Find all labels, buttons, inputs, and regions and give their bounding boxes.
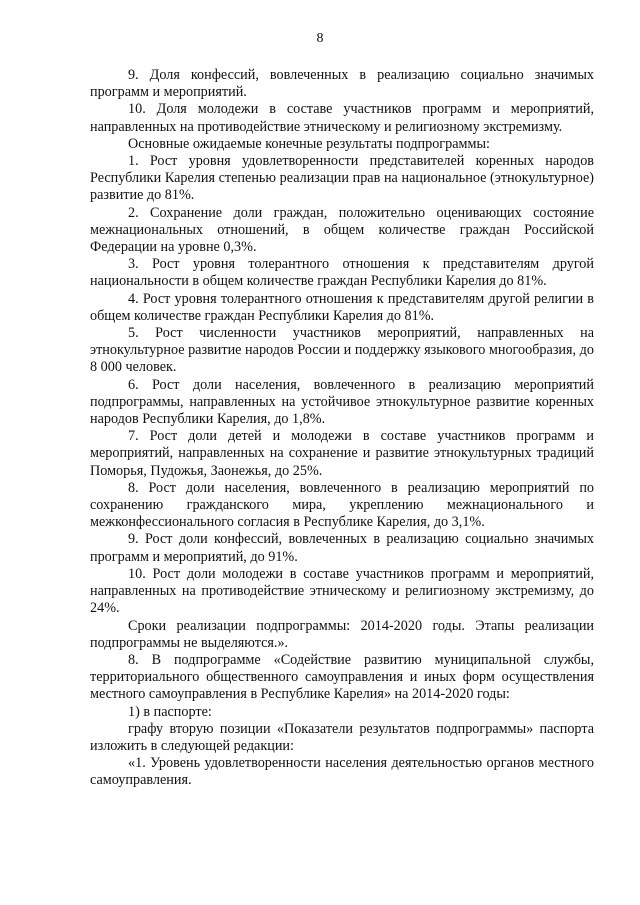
- document-body: [90, 67, 594, 790]
- page-number: 8: [316, 31, 324, 46]
- paragraph: 4. Рост уровня толерантного отношения к представителям другой религии в общем количестве граждан Республики Карелия до 81%.: [90, 290, 594, 324]
- paragraph: 8. Рост доли населения, вовлеченного в реализацию мероприятий по сохранению гражданского мира, укреплению межнационального и межконфессионального согласия в Республике Карелия, до 3,1%.: [90, 479, 594, 531]
- paragraph: 7. Рост доли детей и молодежи в составе участников программ и мероприятий, направленных на сохранение и развитие этнокультурных традиций Поморья, Пудожья, Заонежья, до 25%.: [90, 428, 594, 479]
- paragraph: 1. Рост уровня удовлетворенности представителей коренных народов Республики Карелия степенью реализации прав на национальное (этнокультурное) развитие до 81%.: [90, 153, 594, 204]
- paragraph: 2. Сохранение доли граждан, положительно оценивающих состояние межнациональных отношений, в общем количестве граждан Российской Федерации на уровне 0,3%.: [90, 204, 594, 256]
- paragraph: 1) в паспорте:: [128, 703, 212, 720]
- paragraph: «1. Уровень удовлетворенности населения деятельностью органов местного самоуправления.: [90, 755, 594, 789]
- paragraph: 5. Рост численности участников мероприятий, направленных на этнокультурное развитие народов России и поддержку языкового многообразия, до 8 000 человек.: [90, 325, 594, 376]
- paragraph: Основные ожидаемые конечные результаты подпрограммы:: [128, 135, 490, 152]
- paragraph: 9. Рост доли конфессий, вовлеченных в реализацию социально значимых программ и мероприятий, до 91%.: [90, 531, 594, 565]
- paragraph: 3. Рост уровня толерантного отношения к представителям другой национальности в общем количестве граждан Республики Карелия до 81%.: [90, 256, 594, 290]
- paragraph: 8. В подпрограмме «Содействие развитию муниципальной службы, территориального общественного самоуправления и иных форм осуществления местного самоуправления в Республике Карелия» на 2014-2020 годы:: [90, 651, 594, 703]
- paragraph: Сроки реализации подпрограммы: 2014-2020 годы. Этапы реализации подпрограммы не выделяются.».: [90, 617, 594, 651]
- paragraph: 9. Доля конфессий, вовлеченных в реализацию социально значимых программ и мероприятий.: [90, 67, 594, 101]
- paragraph: 6. Рост доли населения, вовлеченного в реализацию мероприятий подпрограммы, направленных на устойчивое этнокультурное развитие коренных народов Республики Карелия, до 1,8%.: [90, 376, 594, 428]
- paragraph: 10. Доля молодежи в составе участников программ и мероприятий, направленных на противодействие этническому и религиозному экстремизму.: [90, 101, 594, 135]
- paragraph: графу вторую позиции «Показатели результатов подпрограммы» паспорта изложить в следующей редакции:: [90, 720, 594, 754]
- paragraph: 10. Рост доли молодежи в составе участников программ и мероприятий, направленных на противодействие этническому и религиозному экстремизму, до 24%.: [90, 565, 594, 617]
